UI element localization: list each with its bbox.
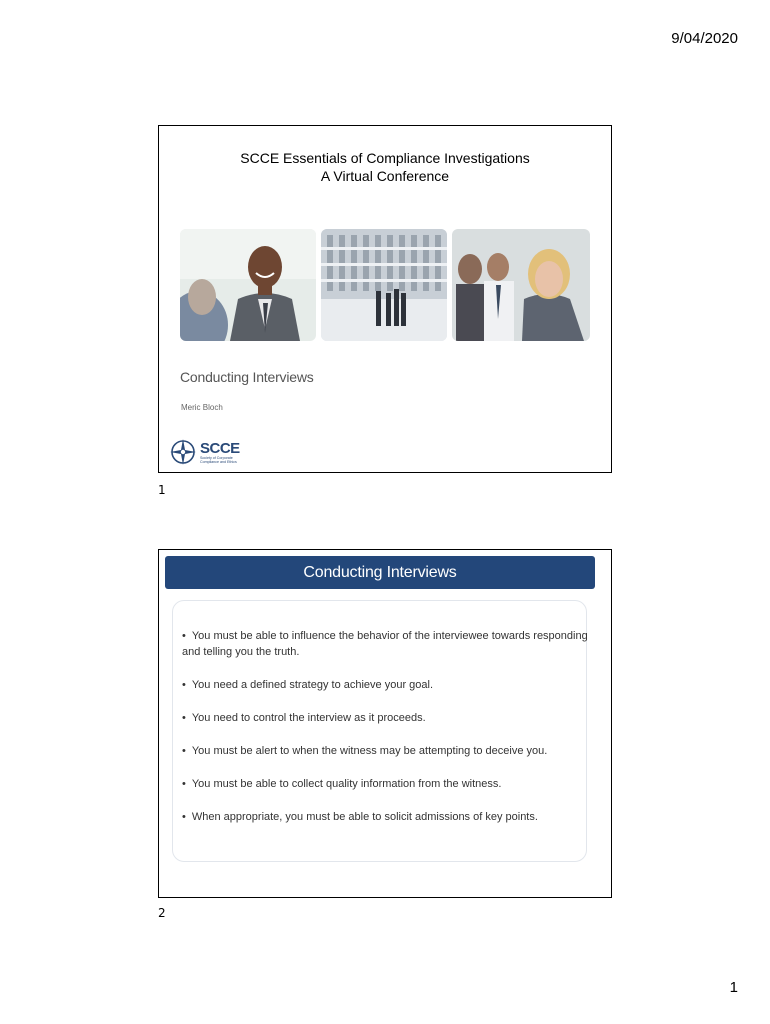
logo-wordmark: SCCE <box>200 439 240 457</box>
bullet-item: • You must be able to collect quality information from the witness. <box>182 776 592 792</box>
photo-strip <box>180 229 590 341</box>
slide-2 <box>158 549 612 898</box>
slide-1-title-line-2: A Virtual Conference <box>320 168 450 184</box>
businessman-photo <box>180 229 316 341</box>
slide-1-title-line-1: SCCE Essentials of Compliance Investigations <box>240 150 530 166</box>
page-date: 9/04/2020 <box>671 30 738 47</box>
logo-tagline-line-1: Society of Corporate <box>200 455 233 460</box>
slide-1-subtitle: Conducting Interviews <box>180 369 314 385</box>
slide-2-number: 2 <box>158 906 166 920</box>
slide-1-title <box>159 149 611 185</box>
bullet-item: • You need a defined strategy to achieve your goal. <box>182 677 592 693</box>
slide-1-number: 1 <box>158 483 166 497</box>
office-building-photo <box>321 229 447 341</box>
bullet-item: • When appropriate, you must be able to solicit admissions of key points. <box>182 809 592 825</box>
page-number: 1 <box>729 979 738 996</box>
bullet-list <box>182 628 592 842</box>
business-team-photo <box>452 229 590 341</box>
author-name: Meric Bloch <box>181 403 223 412</box>
scce-logo <box>169 436 249 468</box>
bullet-item: • You need to control the interview as it proceeds. <box>182 710 592 726</box>
bullet-item: • You must be able to influence the behavior of the interviewee towards responding and telling you the truth. <box>182 628 592 660</box>
logo-tagline-line-2: Compliance and Ethics <box>200 459 237 464</box>
slide-1 <box>158 125 612 473</box>
slide-2-title: Conducting Interviews <box>165 556 595 589</box>
compass-icon <box>169 438 197 466</box>
bullet-item: • You must be alert to when the witness may be attempting to deceive you. <box>182 743 592 759</box>
